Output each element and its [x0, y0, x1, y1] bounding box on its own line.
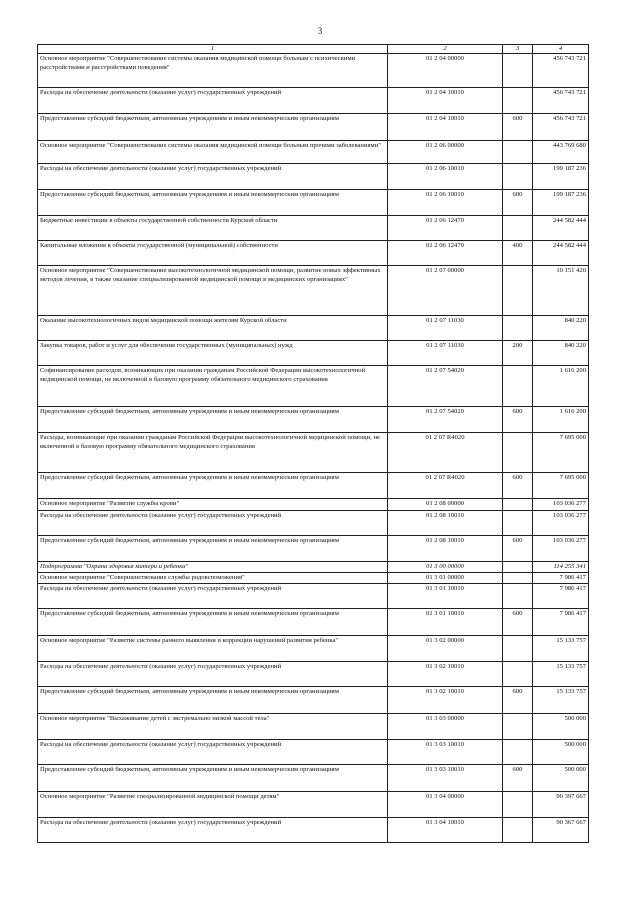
table-row: [38, 792, 589, 818]
row-code: 01 2 08 10010: [388, 535, 503, 561]
row-code: 01 3 04 00000: [388, 792, 503, 818]
row-code: 01 2 06 12470: [388, 216, 503, 241]
row-expense-type: [503, 510, 533, 535]
table-row: [38, 584, 589, 609]
row-expense-type: [503, 584, 533, 609]
column-number-amount: 4: [533, 45, 589, 54]
row-code: 01 3 03 10010: [388, 740, 503, 765]
table-row: [38, 714, 589, 740]
row-expense-type: [503, 499, 533, 510]
row-amount: 199 187 236: [533, 164, 589, 190]
table-row: [38, 241, 589, 266]
row-expense-type: [503, 316, 533, 341]
row-name: Софинансирование расходов, возникающих при оказании гражданам Российской Федерации высокотехнологичной медицинской помощи, не включенной в базовую программу обязательного медицинского страхования: [38, 366, 388, 407]
table-row: [38, 740, 589, 765]
row-expense-type: 600: [503, 609, 533, 636]
row-code: 01 3 03 10010: [388, 765, 503, 792]
row-amount: 456 743 721: [533, 88, 589, 114]
row-amount: 15 133 757: [533, 662, 589, 687]
table-row: [38, 818, 589, 843]
row-code: 01 2 07 54020: [388, 407, 503, 433]
table-row: [38, 88, 589, 114]
row-amount: 244 582 444: [533, 216, 589, 241]
row-code: 01 2 08 10010: [388, 510, 503, 535]
row-code: 01 2 07 11030: [388, 341, 503, 366]
table-row: [38, 662, 589, 687]
row-code: 01 3 02 00000: [388, 636, 503, 662]
row-code: 01 3 01 10010: [388, 584, 503, 609]
row-expense-type: [503, 818, 533, 843]
table-row: [38, 561, 589, 572]
row-expense-type: [503, 216, 533, 241]
row-expense-type: 600: [503, 190, 533, 216]
row-name: Предоставление субсидий бюджетным, автономным учреждениям и иным некоммерческим организациям: [38, 765, 388, 792]
row-expense-type: [503, 636, 533, 662]
row-code: 01 2 07 R4020: [388, 473, 503, 499]
row-expense-type: [503, 740, 533, 765]
row-amount: 1 616 200: [533, 366, 589, 407]
row-name: Подпрограмма "Охрана здоровья матери и ребенка": [38, 561, 388, 572]
table-row: [38, 141, 589, 164]
row-amount: 103 036 277: [533, 535, 589, 561]
row-code: 01 2 04 00000: [388, 54, 503, 88]
row-amount: 244 582 444: [533, 241, 589, 266]
row-expense-type: [503, 561, 533, 572]
row-amount: 103 036 277: [533, 499, 589, 510]
row-name: Основное мероприятие "Совершенствование системы оказания медицинской помощи больным с психическими расстройствами и расстройствами поведения": [38, 54, 388, 88]
row-expense-type: [503, 714, 533, 740]
row-name: Основное мероприятие "Выхаживание детей с экстремально низкой массой тела": [38, 714, 388, 740]
row-code: 01 3 03 00000: [388, 714, 503, 740]
row-amount: 840 220: [533, 341, 589, 366]
row-name: Расходы на обеспечение деятельности (оказание услуг) государственных учреждений: [38, 740, 388, 765]
row-code: 01 2 07 R4020: [388, 433, 503, 473]
table-row: [38, 190, 589, 216]
table-row: [38, 609, 589, 636]
table-row: [38, 216, 589, 241]
budget-table: [37, 44, 589, 843]
row-code: 01 2 06 10010: [388, 164, 503, 190]
row-name: Предоставление субсидий бюджетным, автономным учреждениям и иным некоммерческим организациям: [38, 407, 388, 433]
row-code: 01 2 07 00000: [388, 266, 503, 316]
row-amount: 90 367 667: [533, 818, 589, 843]
row-amount: 7 986 417: [533, 609, 589, 636]
column-number-code: 2: [388, 45, 503, 54]
table-row: [38, 164, 589, 190]
row-name: Предоставление субсидий бюджетным, автономным учреждениям и иным некоммерческим организациям: [38, 535, 388, 561]
row-name: Основное мероприятие "Совершенствование высокотехнологичной медицинской помощи, развитие новых эффективных методов лечения, в также оказание специализированной медицинской помощи в медицинских организациях": [38, 266, 388, 316]
row-name: Предоставление субсидий бюджетным, автономным учреждениям и иным некоммерческим организациям: [38, 190, 388, 216]
table-row: [38, 54, 589, 88]
column-number-row: [38, 45, 589, 54]
row-amount: 840 220: [533, 316, 589, 341]
row-amount: 7 695 000: [533, 433, 589, 473]
row-amount: 10 151 420: [533, 266, 589, 316]
column-number-type: 3: [503, 45, 533, 54]
row-code: 01 2 04 10010: [388, 114, 503, 141]
table-row: [38, 499, 589, 510]
row-expense-type: [503, 164, 533, 190]
table-row: [38, 433, 589, 473]
row-name: Бюджетные инвестиции в объекты государственной собственности Курской области: [38, 216, 388, 241]
row-name: Расходы на обеспечение деятельности (оказание услуг) государственных учреждений: [38, 584, 388, 609]
row-name: Предоставление субсидий бюджетным, автономным учреждениям и иным некоммерческим организациям: [38, 473, 388, 499]
row-code: 01 2 08 00000: [388, 499, 503, 510]
row-name: Расходы на обеспечение деятельности (оказание услуг) государственных учреждений: [38, 662, 388, 687]
row-code: 01 2 07 11030: [388, 316, 503, 341]
column-number-name: 1: [38, 45, 388, 54]
row-code: 01 3 00 00000: [388, 561, 503, 572]
row-expense-type: [503, 88, 533, 114]
row-amount: 7 986 417: [533, 584, 589, 609]
table-row: [38, 636, 589, 662]
row-amount: 500 000: [533, 765, 589, 792]
row-name: Расходы на обеспечение деятельности (оказание услуг) государственных учреждений: [38, 510, 388, 535]
row-expense-type: 600: [503, 687, 533, 714]
row-code: 01 3 01 00000: [388, 572, 503, 583]
row-name: Основное мероприятие "Развитие системы раннего выявления и коррекции нарушений развития ребенка": [38, 636, 388, 662]
table-row: [38, 266, 589, 316]
row-code: 01 2 06 10010: [388, 190, 503, 216]
row-name: Основное мероприятие "Развитие специализированной медицинской помощи детям": [38, 792, 388, 818]
table-row: [38, 341, 589, 366]
row-code: 01 2 06 00000: [388, 141, 503, 164]
row-amount: 1 616 200: [533, 407, 589, 433]
row-code: 01 3 04 10010: [388, 818, 503, 843]
row-expense-type: [503, 266, 533, 316]
row-amount: 500 000: [533, 714, 589, 740]
row-expense-type: 600: [503, 114, 533, 141]
row-name: Расходы на обеспечение деятельности (оказание услуг) государственных учреждений: [38, 818, 388, 843]
table-row: [38, 510, 589, 535]
row-name: Оказание высокотехнологичных видов медицинской помощи жителям Курской области: [38, 316, 388, 341]
row-expense-type: [503, 662, 533, 687]
row-amount: 199 187 236: [533, 190, 589, 216]
table-row: [38, 687, 589, 714]
row-amount: 456 743 721: [533, 54, 589, 88]
row-amount: 443 769 680: [533, 141, 589, 164]
table-row: [38, 366, 589, 407]
row-expense-type: [503, 433, 533, 473]
row-name: Основное мероприятие "Развитие службы крови": [38, 499, 388, 510]
table-row: [38, 473, 589, 499]
row-amount: 456 743 721: [533, 114, 589, 141]
row-code: 01 2 04 10010: [388, 88, 503, 114]
row-expense-type: 400: [503, 241, 533, 266]
row-name: Капитальные вложения в объекты государственной (муниципальной) собственности: [38, 241, 388, 266]
row-amount: 15 133 757: [533, 687, 589, 714]
row-name: Основное мероприятие "Совершенствование системы оказания медицинской помощи больным прочими заболеваниями": [38, 141, 388, 164]
row-expense-type: 600: [503, 535, 533, 561]
row-amount: 7 986 417: [533, 572, 589, 583]
row-expense-type: [503, 792, 533, 818]
row-code: 01 3 02 10010: [388, 687, 503, 714]
table-row: [38, 535, 589, 561]
row-amount: 114 255 341: [533, 561, 589, 572]
row-name: Основное мероприятие "Совершенствование службы родовспоможения": [38, 572, 388, 583]
row-amount: 7 695 000: [533, 473, 589, 499]
row-name: Закупка товаров, работ и услуг для обеспечения государственных (муниципальных) нужд: [38, 341, 388, 366]
table-row: [38, 114, 589, 141]
row-expense-type: 600: [503, 765, 533, 792]
row-name: Расходы на обеспечение деятельности (оказание услуг) государственных учреждений: [38, 88, 388, 114]
table-row: [38, 407, 589, 433]
row-amount: 103 036 277: [533, 510, 589, 535]
row-code: 01 2 06 12470: [388, 241, 503, 266]
row-expense-type: 200: [503, 341, 533, 366]
row-expense-type: 600: [503, 407, 533, 433]
page-number: 3: [317, 26, 323, 36]
row-code: 01 2 07 54020: [388, 366, 503, 407]
table-row: [38, 316, 589, 341]
table-row: [38, 572, 589, 583]
row-name: Расходы, возникающие при оказании гражданам Российской Федерации высокотехнологичной медицинской помощи, не включенной в базовую программу обязательного медицинского страхования: [38, 433, 388, 473]
row-name: Предоставление субсидий бюджетным, автономным учреждениям и иным некоммерческим организациям: [38, 687, 388, 714]
row-name: Расходы на обеспечение деятельности (оказание услуг) государственных учреждений: [38, 164, 388, 190]
row-expense-type: [503, 141, 533, 164]
row-code: 01 3 02 10010: [388, 662, 503, 687]
row-expense-type: [503, 572, 533, 583]
row-name: Предоставление субсидий бюджетным, автономным учреждениям и иным некоммерческим организациям: [38, 609, 388, 636]
row-name: Предоставление субсидий бюджетным, автономным учреждениям и иным некоммерческим организациям: [38, 114, 388, 141]
row-code: 01 3 01 10010: [388, 609, 503, 636]
row-expense-type: [503, 54, 533, 88]
row-amount: 15 133 757: [533, 636, 589, 662]
row-amount: 500 000: [533, 740, 589, 765]
row-amount: 90 397 667: [533, 792, 589, 818]
row-expense-type: [503, 366, 533, 407]
row-expense-type: 600: [503, 473, 533, 499]
table-row: [38, 765, 589, 792]
